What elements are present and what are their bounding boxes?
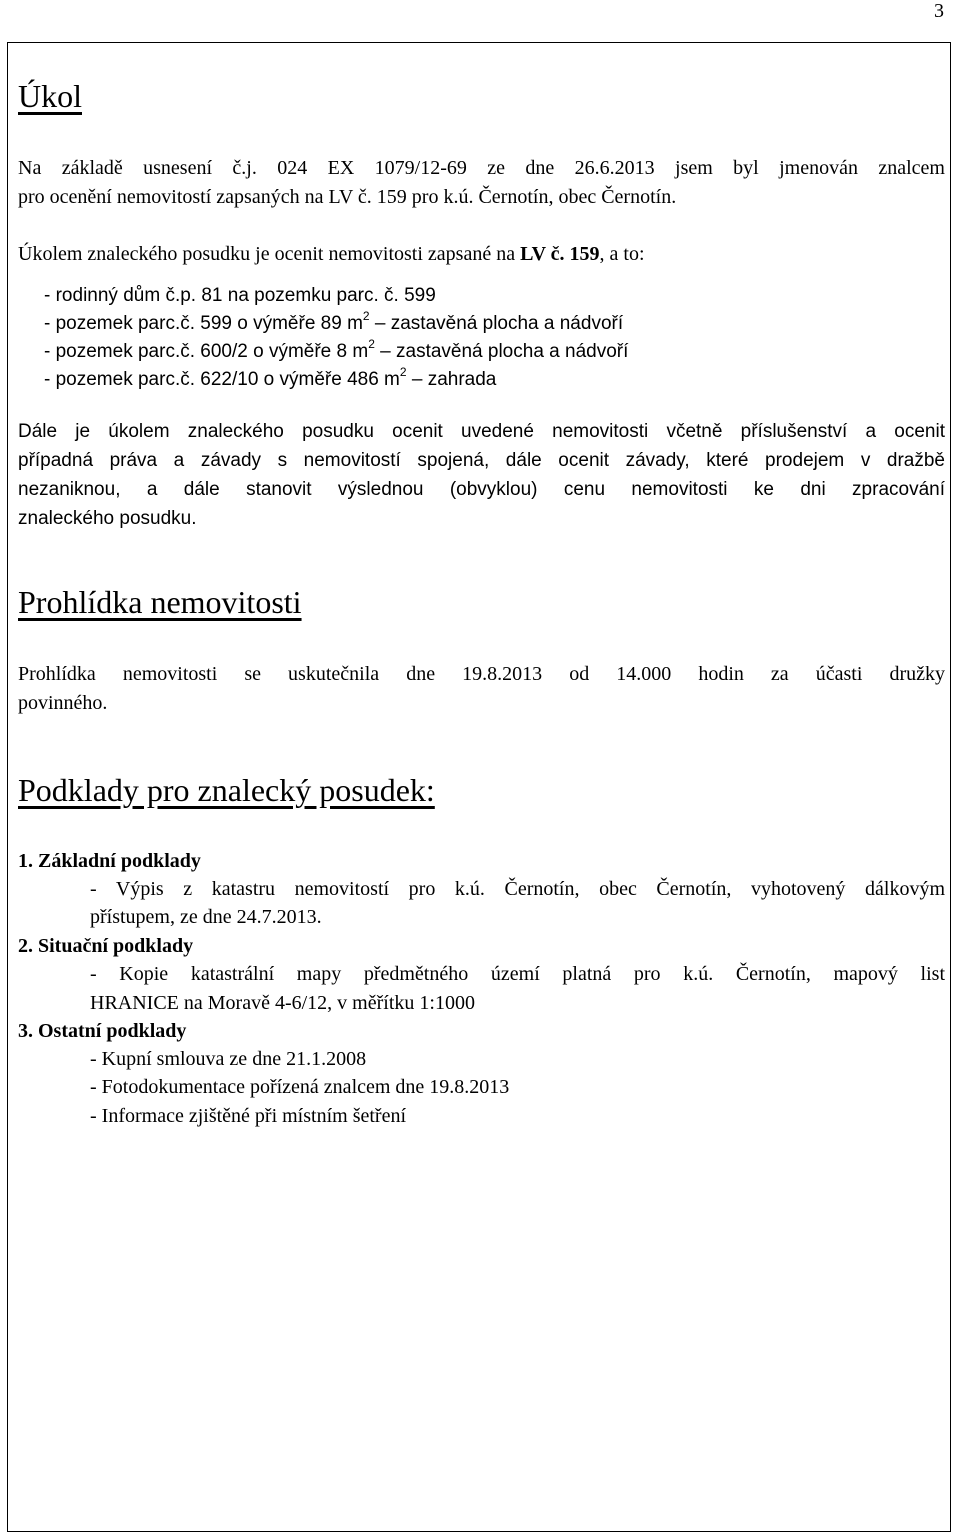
prohlidka-line-2: povinného. xyxy=(18,692,108,714)
podklady-group-3-line-1: - Kupní smlouva ze dne 21.1.2008 xyxy=(90,1048,367,1070)
podklady-group-1-line-1: - Výpis z katastru nemovitostí pro k.ú. Černotín, obec Černotín, vyhotovený dálkovým xyxy=(90,878,945,900)
ukol-further-line-2: případná práva a závady s nemovitostí spojená, dále ocenit závady, které prodejem v dražbě xyxy=(18,450,945,471)
ukol-intro-line-1: Na základě usnesení č.j. 024 EX 1079/12-69 ze dne 26.6.2013 jsem byl jmenován znalcem xyxy=(18,157,945,179)
podklady-group-1-line-2: přístupem, ze dne 24.7.2013. xyxy=(90,906,322,928)
section-heading-prohlidka: Prohlídka nemovitosti xyxy=(18,584,302,620)
prohlidka-line-1: Prohlídka nemovitosti se uskutečnila dne 19.8.2013 od 14.000 hodin za účasti družky xyxy=(18,663,945,685)
podklady-group-2-line-1: - Kopie katastrální mapy předmětného území platná pro k.ú. Černotín, mapový list xyxy=(90,963,945,985)
ukol-further-line-4: znaleckého posudku. xyxy=(18,508,197,529)
podklady-group-title-2: 2. Situační podklady xyxy=(18,935,194,957)
ukol-further-line-1: Dále je úkolem znaleckého posudku ocenit uvedené nemovitosti včetně příslušenství a ocenit xyxy=(18,421,945,442)
podklady-group-title-3: 3. Ostatní podklady xyxy=(18,1020,187,1042)
podklady-group-title-1: 1. Základní podklady xyxy=(18,850,201,872)
section-heading-ukol: Úkol xyxy=(18,78,82,114)
section-heading-podklady: Podklady pro znalecký posudek: xyxy=(18,772,435,808)
podklady-group-3-line-2: - Fotodokumentace pořízená znalcem dne 19.8.2013 xyxy=(90,1076,510,1098)
ukol-further-line-3: nezaniknou, a dále stanovit výslednou (obvyklou) cenu nemovitosti ke dni zpracování xyxy=(18,479,945,500)
ukol-intro-line-2: pro ocenění nemovitostí zapsaných na LV č. 159 pro k.ú. Černotín, obec Černotín. xyxy=(18,186,677,208)
ukol-task-line: Úkolem znaleckého posudku je ocenit nemovitosti zapsané na LV č. 159, a to: xyxy=(18,243,645,265)
ukol-item-1: - rodinný dům č.p. 81 na pozemku parc. č. 599 xyxy=(44,285,436,306)
ukol-item-4: - pozemek parc.č. 622/10 o výměře 486 $m^2$ – zahrada xyxy=(44,365,497,390)
ukol-item-2: - pozemek parc.č. 599 o výměře 89 $m^2$ – zastavěná plocha a nádvoří xyxy=(44,309,624,334)
ukol-item-3: - pozemek parc.č. 600/2 o výměře 8 $m^2$ – zastavěná plocha a nádvoří xyxy=(44,337,629,362)
podklady-group-2-line-2: HRANICE na Moravě 4-6/12, v měřítku 1:1000 xyxy=(90,992,475,1014)
podklady-group-3-line-3: - Informace zjištěné při místním šetření xyxy=(90,1105,407,1127)
page-number: 3 xyxy=(934,0,944,22)
